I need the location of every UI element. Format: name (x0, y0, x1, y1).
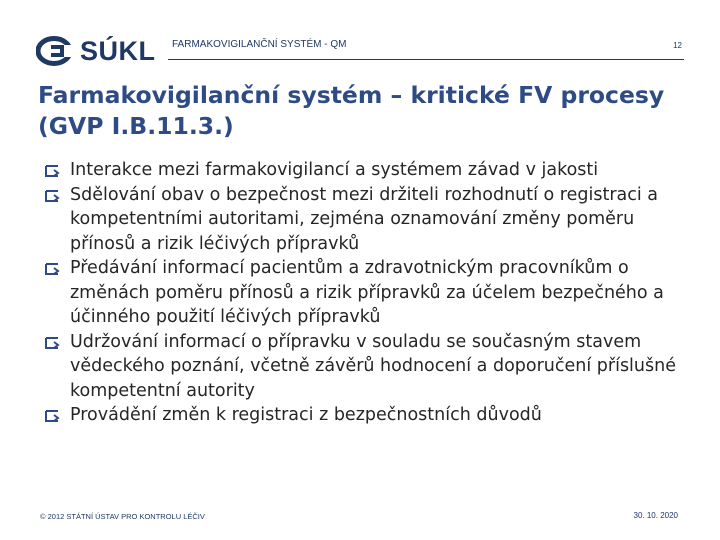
arrow-bullet-icon (44, 335, 62, 351)
bullet-text: Interakce mezi farmakovigilancí a systémem závad v jakosti (70, 160, 599, 180)
bullet-list (44, 158, 684, 428)
bullet-text: Udržování informací o přípravku v souladu se současným stavem vědeckého poznání, včetně závěrů hodnocení a doporučení příslušné kompetentní autority (70, 331, 676, 401)
arrow-bullet-icon (44, 163, 62, 179)
bullet-item (44, 256, 684, 330)
header-divider (168, 59, 684, 60)
slide-title: Farmakovigilanční systém – kritické FV procesy (GVP I.B.11.3.) (38, 81, 665, 140)
bullet-text: Sdělování obav o bezpečnost mezi držiteli rozhodnutí o registraci a kompetentními autoritami, zejména oznamování změny poměru přínosů a rizik léčivých přípravků (70, 184, 659, 254)
bullet-text: Předávání informací pacientům a zdravotnickým pracovníkům o změnách poměru přínosů a rizik přípravků za účelem bezpečného a účinného použití léčivých přípravků (70, 258, 664, 327)
sukl-logo-icon (36, 36, 72, 66)
bullet-item (44, 183, 684, 257)
bullet-item (44, 330, 684, 404)
bullet-item (44, 403, 684, 428)
header-title: FARMAKOVIGILANČNÍ SYSTÉM - QM (172, 39, 347, 50)
sukl-logo (36, 34, 156, 68)
page-number: 12 (673, 41, 682, 50)
footer-date: 30. 10. 2020 (633, 511, 678, 520)
bullet-item (44, 158, 684, 183)
footer-copyright: © 2012 STÁTNÍ ÚSTAV PRO KONTROLU LÉČIV (40, 512, 205, 521)
logo-text: SÚKL (80, 35, 156, 66)
arrow-bullet-icon (44, 188, 62, 204)
arrow-bullet-icon (44, 261, 62, 277)
bullet-text: Provádění změn k registraci z bezpečnostních důvodů (70, 405, 542, 425)
arrow-bullet-icon (44, 408, 62, 424)
